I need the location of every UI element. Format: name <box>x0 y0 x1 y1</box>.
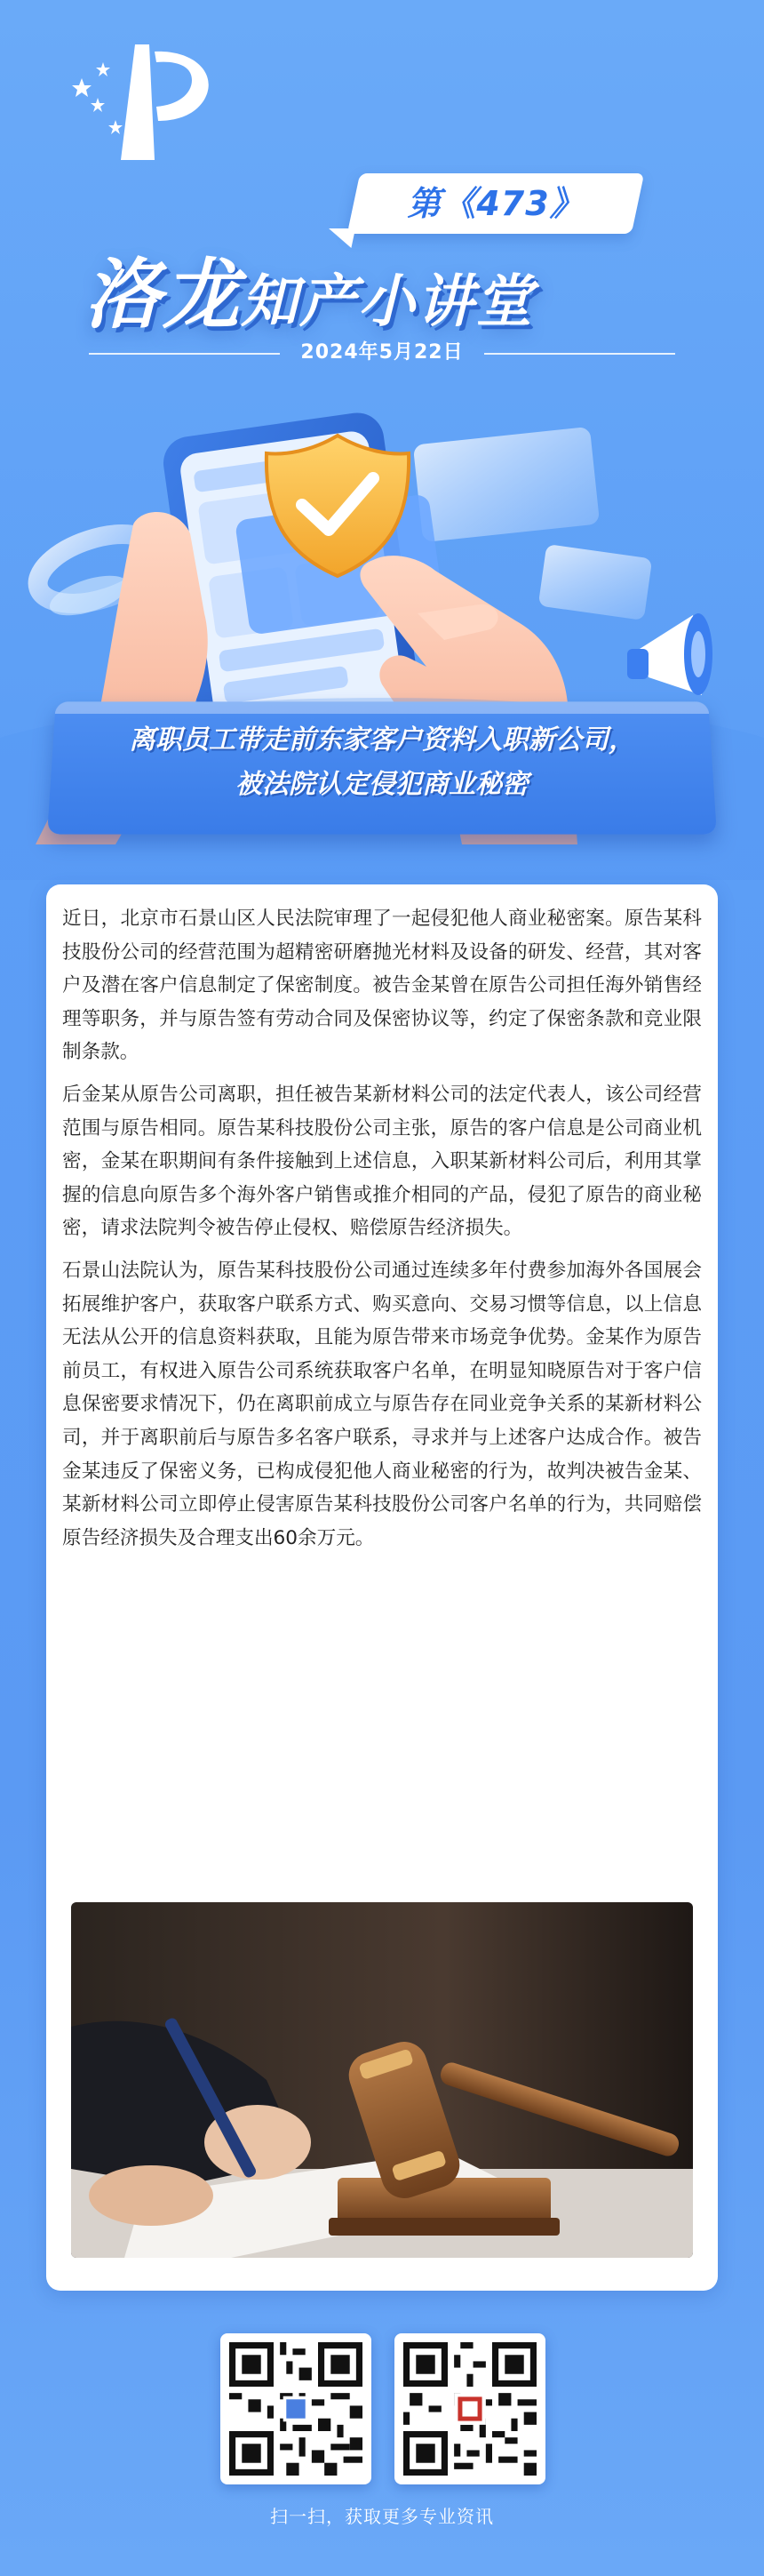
main-title-big: 洛龙 <box>84 251 241 340</box>
glass-card-right <box>413 427 600 542</box>
article-paragraph-3: 石景山法院认为，原告某科技股份公司通过连续多年付费参加海外各国展会拓展维护客户，获取客户联系方式、购买意向、交易习惯等信息，以上信息无法从公开的信息资料获取，且能为原告带来市场竞争优势。金某作为原告前员工，有权进入原告公司系统获取客户名单，在明显知晓原告对于客户信息保密要求情况下，仍在离职前成立与原告存在同业竞争关系的某新材料公司，并于离职前后与原告多名客户联系，寻求并与上述客户达成合作。被告金某违反了保密义务，已构成侵犯他人商业秘密的行为，故判决被告金某、某新材料公司立即停止侵害原告某科技股份公司客户名单的行为，共同赔偿原告经济损失及合理支出60余万元。 <box>62 1259 702 1549</box>
issue-number: 第《473》 <box>407 184 585 223</box>
qr-code-left[interactable] <box>220 2333 371 2484</box>
article-body <box>62 902 702 1564</box>
main-title <box>84 233 688 340</box>
article-paragraph-1: 近日，北京市石景山区人民法院审理了一起侵犯他人商业秘密案。原告某科技股份公司的经营范围为超精密研磨抛光材料及设备的研发、经营，其对客户及潜在客户信息制定了保密制度。被告金某曾在原告公司担任海外销售经理等职务，并与原告签有劳动合同及保密协议等，约定了保密条款和竞业限制条款。 <box>62 908 702 1064</box>
qr-code-right[interactable] <box>394 2333 545 2484</box>
court-emblem-icon <box>62 36 240 169</box>
glass-card-small <box>538 544 653 620</box>
date-divider-right <box>484 353 675 355</box>
headline-line-2: 被法院认定侵犯商业秘密 <box>235 769 529 800</box>
qr-code-icon <box>403 2342 537 2476</box>
headline-line-1: 离职员工带走前东家客户资料入职新公司， <box>129 724 635 756</box>
gavel-icon <box>71 1902 693 2258</box>
qr-code-icon <box>229 2342 362 2476</box>
publish-date: 2024年5月22日 <box>300 341 464 364</box>
date-row <box>53 338 711 368</box>
headline-text <box>62 718 702 807</box>
footer-caption: 扫一扫，获取更多专业资讯 <box>270 2506 494 2527</box>
main-title-small: 知产小讲堂 <box>241 269 534 335</box>
megaphone-icon <box>627 613 712 695</box>
article-paragraph-2: 后金某从原告公司离职，担任被告某新材料公司的法定代表人，该公司经营范围与原告相同。原告某科技股份公司主张，原告的客户信息是公司商业机密，金某在职期间有条件接触到上述信息，入职某新材料公司后，利用其掌握的信息向原告多个海外客户销售或推介相同的产品，侵犯了原告的商业秘密，请求法院判令被告停止侵权、赔偿原告经济损失。 <box>62 1083 702 1240</box>
gavel-photo <box>71 1902 693 2258</box>
